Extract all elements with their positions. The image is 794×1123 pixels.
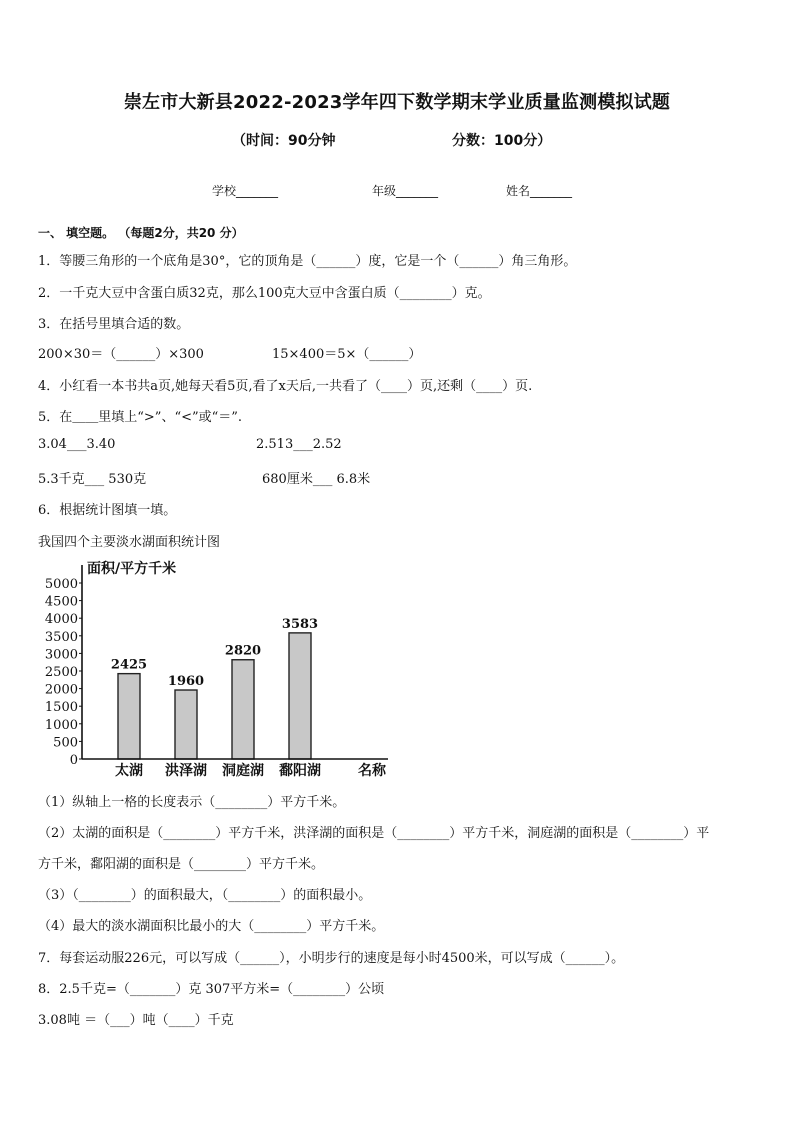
category-label: 太湖 (115, 763, 143, 779)
y-tick-label: 5000 (44, 577, 78, 592)
question-4: 4．小红看一本书共a页,她每天看5页,看了x天后,一共看了（____）页,还剩（____）页. (38, 379, 533, 394)
question-6-4: （4）最大的淡水湖面积比最小的大（________）平方千米。 (38, 919, 385, 934)
bar-value-label: 2820 (224, 643, 262, 659)
question-3a: 200×30＝（______）×300 (38, 347, 204, 362)
category-label: 鄱阳湖 (279, 763, 321, 779)
question-5a: 3.04___3.40 (38, 437, 116, 452)
question-2: 2．一千克大豆中含蛋白质32克，那么100克大豆中含蛋白质（________）克。 (38, 286, 491, 301)
bar-1 (118, 674, 140, 759)
category-label: 洞庭湖 (222, 763, 264, 779)
question-6-1: （1）纵轴上一格的长度表示（________）平方千米。 (38, 795, 346, 810)
bar-value-label: 1960 (167, 674, 205, 690)
question-6-2b: 方千米，鄱阳湖的面积是（________）平方千米。 (38, 857, 325, 872)
exam-title: 崇左市大新县2022-2023学年四下数学期末学业质量监测模拟试题 (123, 92, 671, 113)
exam-time: （时间：90分钟 (232, 133, 336, 149)
question-6-2a: （2）太湖的面积是（________）平方千米，洪泽湖的面积是（________）平方千米，洞庭湖的面积是（________）平 (38, 826, 710, 841)
question-1: 1．等腰三角形的一个底角是30°，它的顶角是（______）度，它是一个（______）角三角形。 (38, 254, 577, 269)
bar-chart (30, 555, 410, 787)
y-tick-label: 500 (53, 735, 78, 751)
question-3b: 15×400＝5×（______） (272, 347, 422, 362)
chart-caption: 我国四个主要淡水湖面积统计图 (38, 535, 221, 550)
y-tick-label: 3000 (44, 647, 78, 663)
bar-value-label: 2425 (110, 657, 148, 673)
question-5: 5．在＿＿里填上“>”、“<”或“＝”. (38, 410, 243, 425)
y-tick-label: 4000 (44, 612, 78, 628)
y-tick-label: 2000 (44, 682, 78, 698)
grade-field[interactable]: 年级_______ (372, 184, 439, 198)
y-axis-title: 面积/平方千米 (87, 561, 177, 577)
y-tick-label: 4500 (44, 594, 78, 610)
y-tick-label: 0 (69, 753, 78, 768)
question-6: 6．根据统计图填一填。 (38, 503, 177, 518)
bar-2 (175, 690, 197, 759)
y-tick-label: 2500 (44, 665, 78, 680)
name-field[interactable]: 姓名_______ (506, 184, 573, 198)
question-5d: 680厘米___ 6.8米 (262, 472, 371, 487)
bar-3 (232, 660, 254, 759)
question-7: 7．每套运动服226元，可以写成（______），小明步行的速度是每小时4500米，可以写成（______）。 (38, 951, 625, 966)
y-tick-label: 1000 (44, 717, 78, 733)
y-tick-label: 3500 (44, 629, 78, 645)
question-5b: 2.513___2.52 (256, 437, 342, 452)
question-8b: 3.08吨 ＝（___）吨（____）千克 (38, 1013, 234, 1028)
x-axis-title: 名称 (358, 763, 386, 779)
question-8: 8．2.5千克=（_______）克 307平方米=（________）公顷 (38, 982, 385, 997)
bar-value-label: 3583 (281, 616, 319, 632)
bar-4 (289, 633, 311, 759)
question-5c: 5.3千克___ 530克 (38, 472, 147, 487)
section-heading: 一、 填空题。 （每题2分，共20 分） (38, 226, 244, 240)
category-label: 洪泽湖 (165, 763, 207, 779)
y-tick-label: 1500 (44, 700, 78, 716)
school-field[interactable]: 学校_______ (212, 184, 279, 198)
question-6-3: （3）（________）的面积最大，（________）的面积最小。 (38, 888, 372, 903)
exam-score: 分数：100分） (452, 133, 552, 149)
question-3: 3．在括号里填合适的数。 (38, 317, 190, 332)
